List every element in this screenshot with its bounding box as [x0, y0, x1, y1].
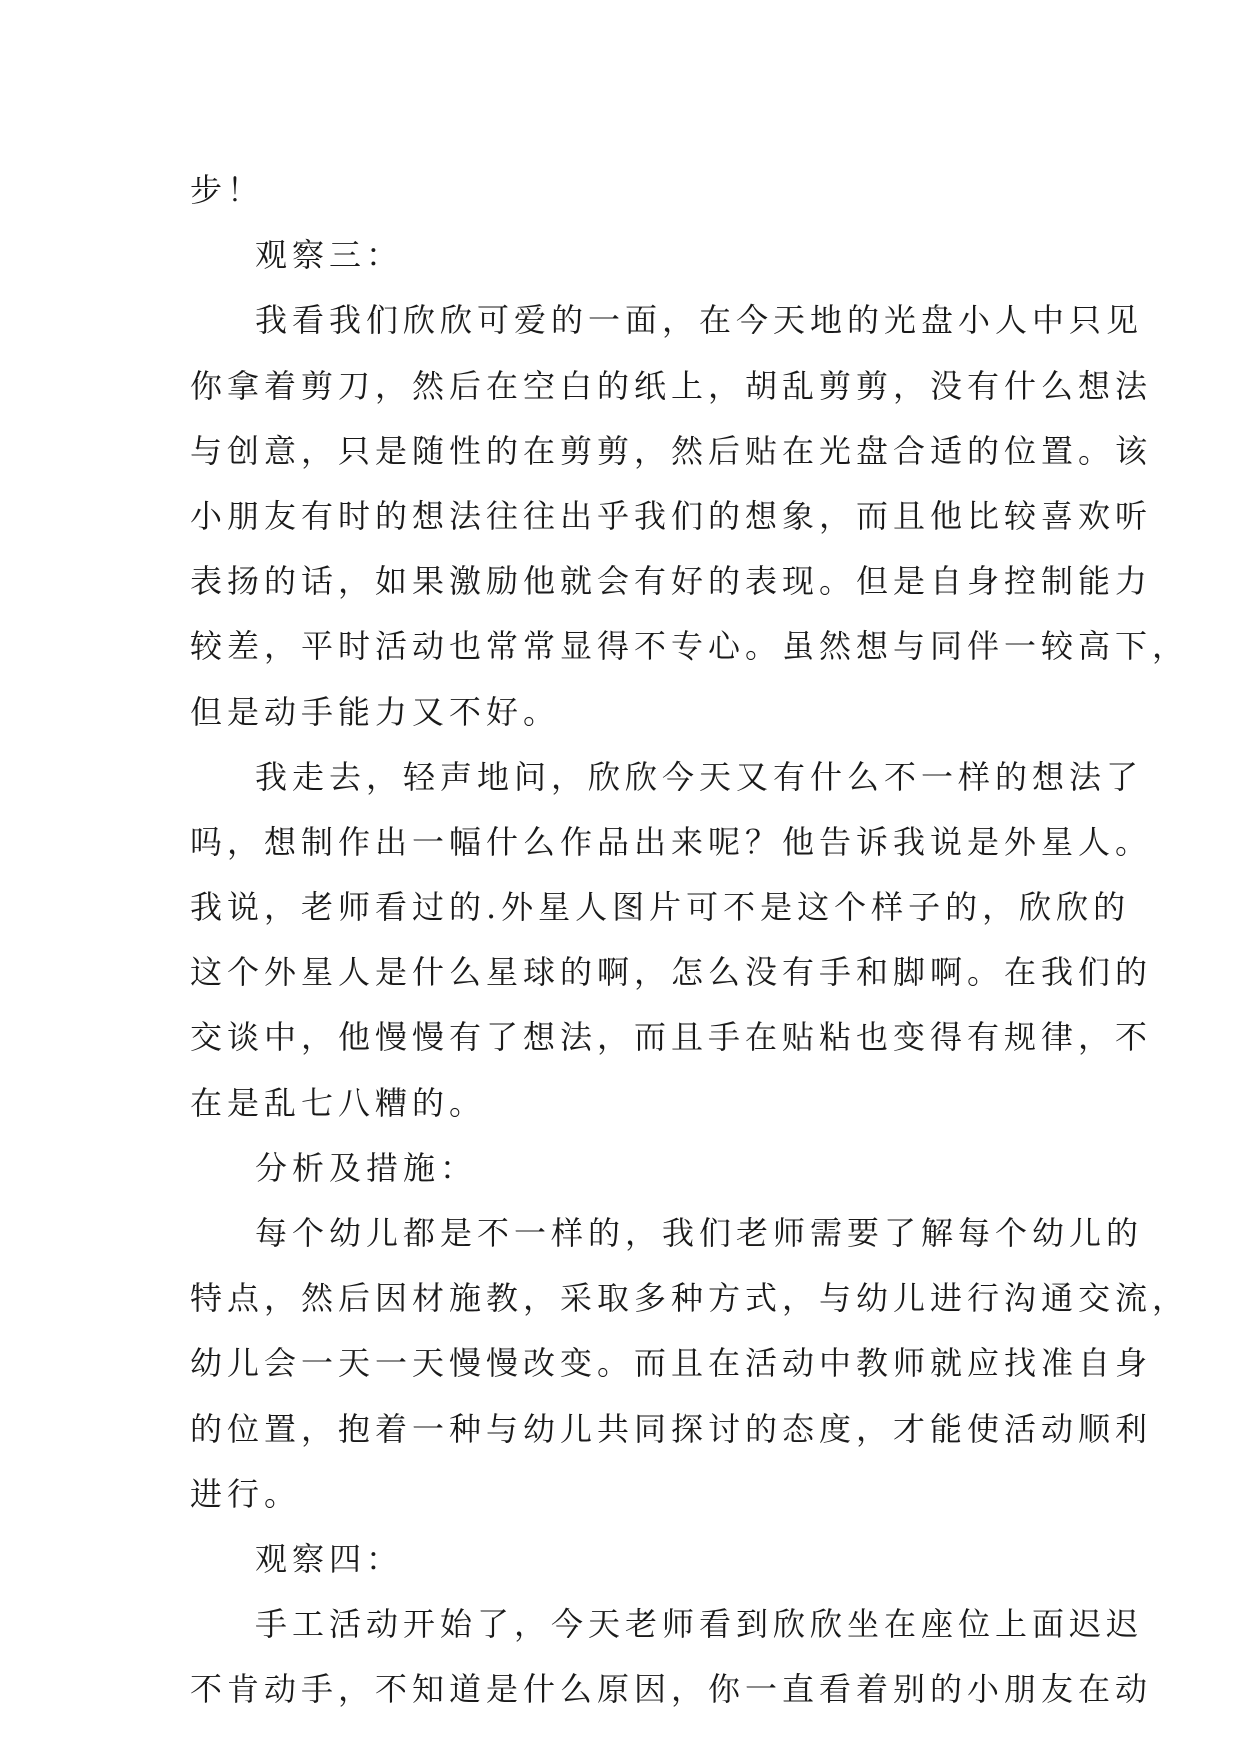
section-heading-analysis: 分析及措施： [255, 1148, 478, 1187]
text-line-10: 我走去，轻声地问，欣欣今天又有什么不一样的想法了 [255, 757, 1144, 796]
text-line-14: 交谈中，他慢慢有了想法，而且手在贴粘也变得有规律，不 [190, 1018, 1153, 1057]
text-line-3: 我看我们欣欣可爱的一面，在今天地的光盘小人中只见 [255, 301, 1144, 340]
text-line-4: 你拿着剪刀，然后在空白的纸上，胡乱剪剪，没有什么想法 [190, 366, 1153, 405]
text-line-17: 每个幼儿都是不一样的，我们老师需要了解每个幼儿的 [255, 1214, 1144, 1252]
text-line-9: 但是动手能力又不好。 [190, 692, 561, 731]
text-line-18: 特点，然后因材施教，采取多种方式，与幼儿进行沟通交流， [190, 1279, 1190, 1318]
text-line-21: 进行。 [190, 1474, 302, 1513]
text-line-1: 步！ [190, 171, 265, 209]
text-line-23: 手工活动开始了，今天老师看到欣欣坐在座位上面迟迟 [255, 1605, 1144, 1644]
text-line-19: 幼儿会一天一天慢慢改变。而且在活动中教师就应找准自身 [190, 1344, 1153, 1383]
text-line-12: 我说，老师看过的.外星人图片可不是这个样子的，欣欣的 [190, 888, 1131, 927]
text-line-5: 与创意，只是随性的在剪剪，然后贴在光盘合适的位置。该 [190, 431, 1153, 470]
section-heading-observation-4: 观察四： [255, 1539, 404, 1578]
text-line-13: 这个外星人是什么星球的啊，怎么没有手和脚啊。在我们的 [190, 953, 1153, 992]
text-line-11: 吗，想制作出一幅什么作品出来呢？他告诉我说是外星人。 [190, 822, 1153, 861]
text-line-20: 的位置，抱着一种与幼儿共同探讨的态度，才能使活动顺利 [190, 1409, 1153, 1448]
text-line-15: 在是乱七八糟的。 [190, 1083, 487, 1122]
text-line-24: 不肯动手，不知道是什么原因，你一直看着别的小朋友在动 [190, 1670, 1153, 1709]
section-heading-observation-3: 观察三： [255, 236, 404, 275]
document-body [190, 158, 1190, 1723]
text-line-7: 表扬的话，如果激励他就会有好的表现。但是自身控制能力 [190, 562, 1153, 601]
text-line-8: 较差，平时活动也常常显得不专心。虽然想与同伴一较高下， [190, 627, 1190, 666]
text-line-6: 小朋友有时的想法往往出乎我们的想象，而且他比较喜欢听 [190, 496, 1153, 535]
